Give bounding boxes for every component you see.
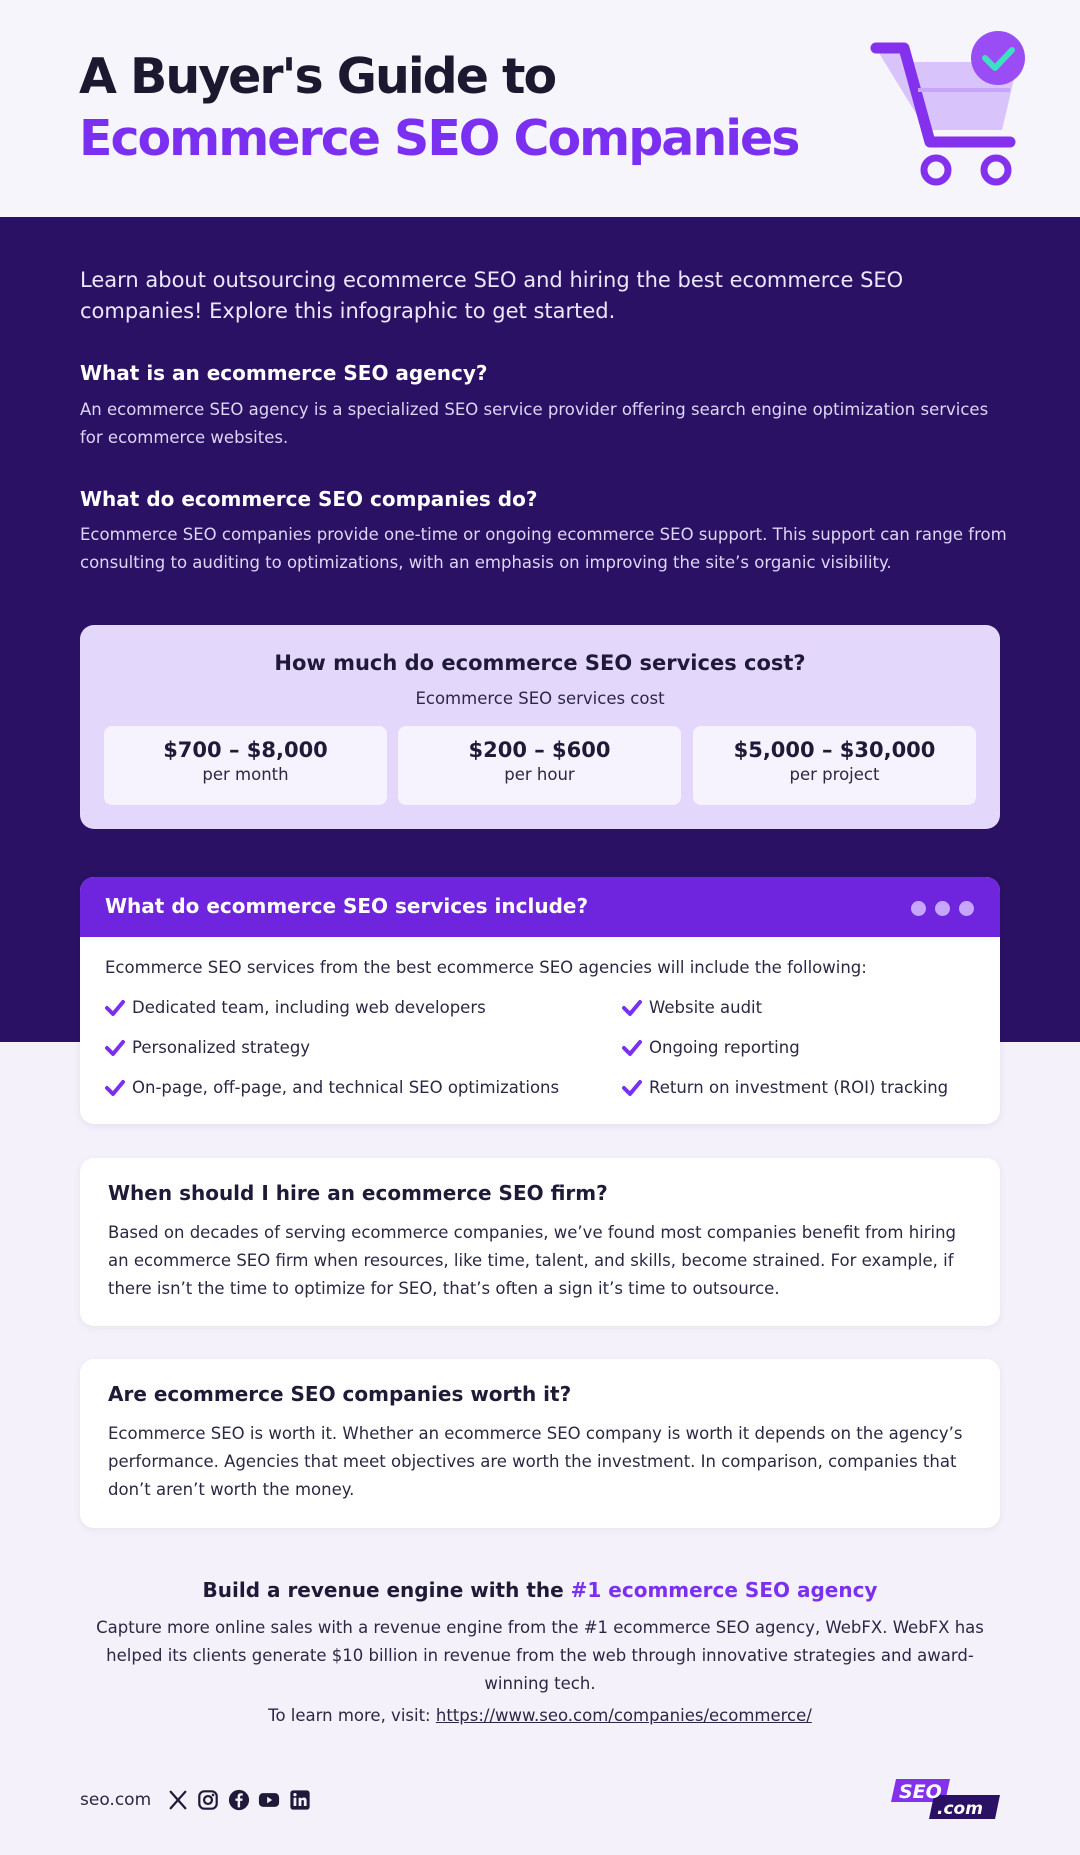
what-do-title: What do ecommerce SEO companies do? xyxy=(80,487,538,511)
cost-title: How much do ecommerce SEO services cost? xyxy=(274,651,806,675)
checkmark-icon xyxy=(622,1000,642,1016)
list-item: Ongoing reporting xyxy=(649,1038,800,1057)
window-dot-icon xyxy=(959,901,974,916)
worth-card xyxy=(80,1359,1000,1528)
facebook-icon[interactable] xyxy=(228,1789,250,1811)
instagram-icon[interactable] xyxy=(197,1789,219,1811)
includes-card xyxy=(80,877,1000,1124)
shopping-cart-check-icon xyxy=(870,30,1030,190)
worth-title: Are ecommerce SEO companies worth it? xyxy=(108,1382,572,1406)
cta-visit-prefix: To learn more, visit: xyxy=(268,1706,436,1725)
list-item: Return on investment (ROI) tracking xyxy=(649,1078,949,1097)
cost-card xyxy=(80,625,1000,829)
footer-brand: seo.com xyxy=(80,1790,152,1810)
list-item: Website audit xyxy=(649,998,763,1017)
what-is-title: What is an ecommerce SEO agency? xyxy=(80,361,488,385)
includes-lead: Ecommerce SEO services from the best ecommerce SEO agencies will include the following: xyxy=(105,958,867,977)
price-unit: per month xyxy=(202,765,289,784)
checkmark-icon xyxy=(105,1040,125,1056)
cta-body: Capture more online sales with a revenue engine from the #1 ecommerce SEO agency, WebFX. WebFX has helped its clients generate $10 billion in revenue from the web through innovative strategies and award-winning tech. xyxy=(96,1618,984,1693)
list-item: Personalized strategy xyxy=(132,1038,311,1057)
worth-body: Ecommerce SEO is worth it. Whether an ecommerce SEO company is worth it depends on the agency’s performance. Agencies that meet objectives are worth the investment. In comparison, companies that don’t aren’t worth the money. xyxy=(108,1424,963,1499)
price-amount: $5,000 – $30,000 xyxy=(733,738,936,762)
hire-title: When should I hire an ecommerce SEO firm? xyxy=(108,1181,608,1205)
cta-title-prefix: Build a revenue engine with the xyxy=(202,1578,571,1602)
cta-title-accent: #1 ecommerce SEO agency xyxy=(570,1578,878,1602)
price-unit: per project xyxy=(789,765,880,784)
includes-header xyxy=(80,877,1000,937)
youtube-icon[interactable] xyxy=(258,1789,280,1811)
cta-title xyxy=(0,1578,1080,1602)
logo-text-bottom: .com xyxy=(937,1799,983,1819)
cta-visit xyxy=(0,1706,1080,1725)
what-do-body: Ecommerce SEO companies provide one-time or ongoing ecommerce SEO support. This support can range from consulting to auditing to optimizations, with an emphasis on improving the site’s organic visibility. xyxy=(80,525,1007,572)
seo-com-logo[interactable] xyxy=(890,1776,1002,1822)
price-amount: $200 – $600 xyxy=(468,738,611,762)
list-item: Dedicated team, including web developers xyxy=(132,998,486,1017)
window-dot-icon xyxy=(935,901,950,916)
price-amount: $700 – $8,000 xyxy=(163,738,328,762)
hire-card xyxy=(80,1158,1000,1326)
price-box-monthly xyxy=(104,726,387,805)
header xyxy=(0,0,1080,217)
what-is-body: An ecommerce SEO agency is a specialized SEO service provider offering search engine optimization services for ecommerce websites. xyxy=(80,400,989,447)
price-box-hourly xyxy=(398,726,681,805)
page-title-line2: Ecommerce SEO Companies xyxy=(79,110,799,167)
price-unit: per hour xyxy=(504,765,575,784)
checkmark-icon xyxy=(622,1080,642,1096)
checkmark-icon xyxy=(105,1080,125,1096)
logo-text-top: SEO xyxy=(899,1781,942,1803)
x-icon[interactable] xyxy=(167,1789,189,1811)
page-title-line1: A Buyer's Guide to xyxy=(79,48,556,105)
window-dot-icon xyxy=(911,901,926,916)
linkedin-icon[interactable] xyxy=(289,1789,311,1811)
checkmark-icon xyxy=(622,1040,642,1056)
list-item: On-page, off-page, and technical SEO optimizations xyxy=(132,1078,560,1097)
cost-subtitle: Ecommerce SEO services cost xyxy=(415,689,665,708)
price-box-project xyxy=(693,726,976,805)
hire-body: Based on decades of serving ecommerce companies, we’ve found most companies benefit from hiring an ecommerce SEO firm when resources, like time, talent, and skills, become strained. For example, if there isn’t the time to optimize for SEO, that’s often a sign it’s time to outsource. xyxy=(108,1223,957,1298)
cta-link[interactable]: https://www.seo.com/companies/ecommerce/ xyxy=(435,1706,812,1725)
checkmark-icon xyxy=(105,1000,125,1016)
intro-text: Learn about outsourcing ecommerce SEO and hiring the best ecommerce SEO companies! Explore this infographic to get started. xyxy=(80,268,904,323)
includes-title: What do ecommerce SEO services include? xyxy=(105,894,589,918)
